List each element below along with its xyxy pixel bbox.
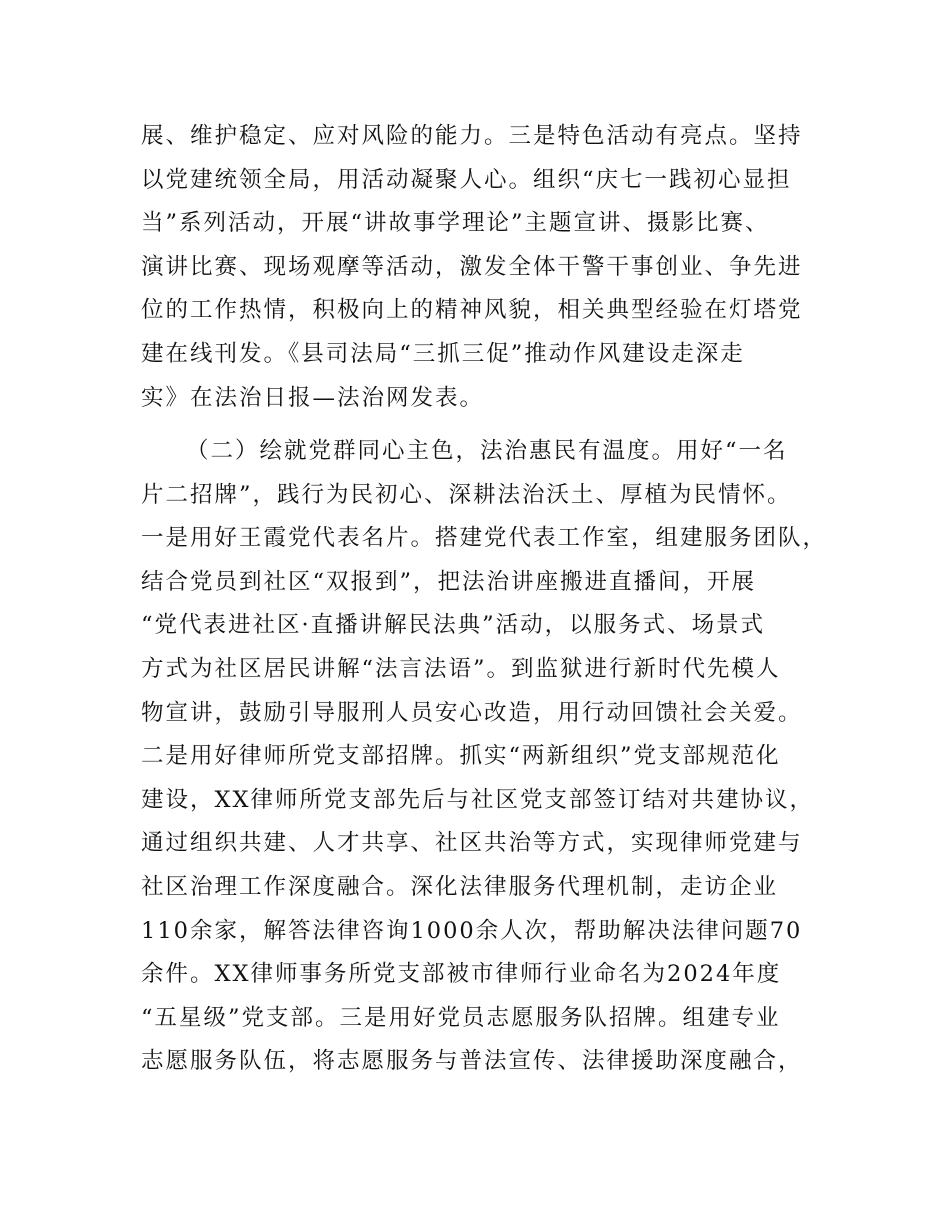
text-line: 社区治理工作深度融合。深化法律服务代理机制，走访企业 <box>141 873 779 900</box>
paragraph-party-activities <box>141 115 831 420</box>
text-line: 演讲比赛、现场观摩等活动，激发全体干警干事创业、争先进 <box>141 253 803 280</box>
text-line: “党代表进社区·直播讲解民法典”活动，以服务式、场景式 <box>141 612 766 639</box>
text-line: 方式为社区居民讲解“法言法语”。到监狱进行新时代先模人 <box>141 655 781 682</box>
text-line: 实》在法治日报—法治网发表。 <box>141 384 485 411</box>
text-line: 以党建统领全局，用活动凝聚人心。组织“庆七一践初心显担 <box>141 166 792 193</box>
text-line: 110余家，解答法律咨询1000余人次，帮助解决法律问题70 <box>141 917 803 944</box>
text-line: 片二招牌”，践行为民初心、深耕法治沃土、厚植为民情怀。 <box>141 481 792 508</box>
text-line: 余件。XX律师事务所党支部被市律师行业命名为2024年度 <box>141 961 782 988</box>
text-line: 一是用好王霞党代表名片。搭建党代表工作室，组建服务团队， <box>141 525 828 552</box>
text-line: “五星级”党支部。三是用好党员志愿服务队招牌。组建专业 <box>141 1004 781 1031</box>
text-line: 物宣讲，鼓励引导服刑人员安心改造，用行动回馈社会关爱。 <box>141 699 803 726</box>
text-line: 建设，XX律师所党支部先后与社区党支部签订结对共建协议， <box>141 786 815 813</box>
text-line: 结合党员到社区“双报到”，把法治讲座搬进直播间，开展 <box>141 568 757 595</box>
paragraph-rule-of-law-service <box>141 430 831 1084</box>
text-line: 建在线刊发。《县司法局“三抓三促”推动作风建设走深走 <box>141 340 745 367</box>
text-line: 二是用好律师所党支部招牌。抓实“两新组织”党支部规范化 <box>141 743 781 770</box>
text-line: 展、维护稳定、应对风险的能力。三是特色活动有亮点。坚持 <box>141 123 803 149</box>
text-line: 志愿服务队伍，将志愿服务与普法宣传、法律援助深度融合， <box>141 1048 803 1075</box>
text-line: 位的工作热情，积极向上的精神风貌，相关典型经验在灯塔党 <box>141 297 803 324</box>
text-line: 当”系列活动，开展“讲故事学理论”主题宣讲、摄影比赛、 <box>141 210 770 237</box>
text-line: 通过组织共建、人才共享、社区共治等方式，实现律师党建与 <box>141 830 803 857</box>
section-heading-line: （二）绘就党群同心主色，法治惠民有温度。用好“一名 <box>186 438 788 464</box>
